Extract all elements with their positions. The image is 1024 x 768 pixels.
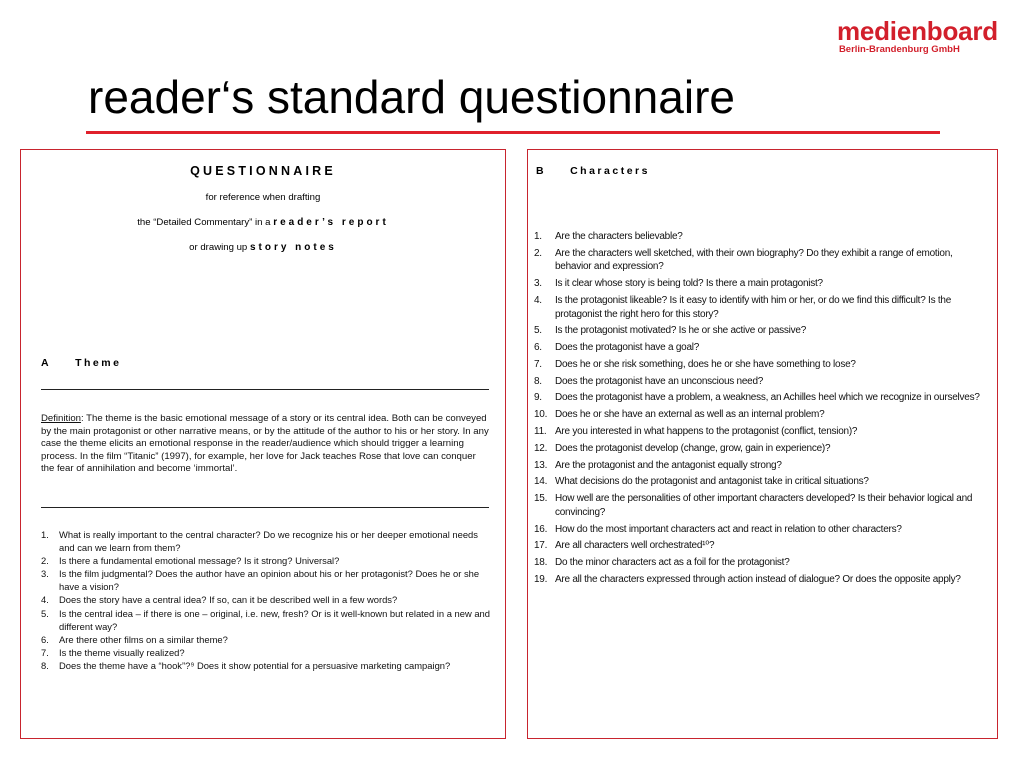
list-item: 2. Is there a fundamental emotional message? Is it strong? Universal?: [41, 555, 340, 567]
section-a-heading: [41, 357, 121, 369]
list-item: 4. Does the story have a central idea? If so, can it be described well in a few words?: [41, 594, 398, 606]
medienboard-logo: [837, 18, 998, 56]
list-item: 4. Is the protagonist likeable? Is it easy to identify with him or her, or do we find this difficult? Is the protagonist the right hero for this story?: [534, 294, 952, 320]
list-item: 3. Is it clear whose story is being told? Is there a main protagonist?: [534, 278, 823, 290]
list-item: 14. What decisions do the protagonist and antagonist take in critical situations?: [534, 476, 869, 488]
section-b-letter: B: [536, 165, 547, 177]
list-item: 7. Is the theme visually realized?: [41, 646, 185, 658]
reference-line: for reference when drafting: [205, 192, 321, 203]
section-a-name: Theme: [75, 357, 122, 369]
commentary-line: [21, 217, 505, 228]
list-item: 12. Does the protagonist develop (change, grow, gain in experience)?: [534, 442, 831, 454]
list-item: 19. Are all the characters expressed through action instead of dialogue? Or does the opposite apply?: [534, 573, 961, 585]
story-notes-prefix: or drawing up: [189, 242, 248, 253]
list-item: 15. How well are the personalities of other important characters developed? Is their behavior logical and convincing?: [534, 493, 973, 518]
theme-questions-list: [41, 528, 491, 672]
theme-definition: [41, 413, 489, 476]
logo-subtitle: Berlin-Brandenburg GmbH: [838, 44, 960, 55]
list-item: 9. Does the protagonist have a problem, a weakness, an Achilles heel which we recognize in ourselves?: [534, 392, 980, 404]
commentary-prefix: the “Detailed Commentary” in a: [137, 217, 271, 228]
character-questions-list: [534, 230, 990, 590]
slide-title: reader‘s standard questionnaire: [88, 71, 735, 123]
questionnaire-page-characters: [527, 149, 998, 739]
list-item: 2. Are the characters well sketched, with their own biography? Do they exhibit a range of emotion, behavior and expression?: [534, 247, 953, 273]
section-b-heading: [536, 165, 650, 177]
title-underline: [86, 131, 940, 134]
list-item: 1. What is really important to the central character? Do we recognize his or her deeper emotional needs and can we learn from them?: [41, 529, 478, 554]
list-item: 6. Are there other films on a similar theme?: [41, 633, 228, 645]
list-item: 7. Does he or she risk something, does he or she have something to lose?: [534, 358, 856, 370]
definition-text: : The theme is the basic emotional message of a story or its central idea. Both can be conveyed by the main protagonist or other narrative means, or by the attitude of the author to his or her story. In any case the theme elicits an emotional response in the reader/audience which should trigger a learning process. In the film “Titanic” (1997), for example, her love for Jack teaches Rose that love can conquer the fear of annihilation and become ‘immortal’.: [41, 413, 489, 475]
questionnaire-page-theme: [20, 149, 506, 739]
list-item: 16. How do the most important characters act and react in relation to other characters?: [534, 523, 902, 535]
list-item: 10. Does he or she have an external as well as an internal problem?: [534, 409, 825, 421]
list-item: 8. Does the theme have a “hook”?⁹ Does it show potential for a persuasive marketing campaign?: [41, 659, 451, 671]
story-notes-line: [21, 242, 505, 253]
definition-label: Definition: [41, 413, 81, 424]
list-item: 11. Are you interested in what happens to the protagonist (conflict, tension)?: [534, 426, 858, 437]
list-item: 18. Do the minor characters act as a foil for the protagonist?: [534, 557, 790, 569]
questionnaire-heading: QUESTIONNAIRE: [190, 164, 336, 178]
list-item: 1. Are the characters believable?: [534, 231, 683, 242]
logo-wordmark: medienboard: [836, 16, 998, 46]
section-a-letter: A: [41, 357, 52, 369]
list-item: 8. Does the protagonist have an unconscious need?: [534, 375, 764, 387]
story-notes-label: story notes: [249, 242, 337, 253]
section-b-name: Characters: [570, 165, 650, 177]
readers-report-label: reader’s report: [273, 217, 389, 228]
list-item: 5. Is the protagonist motivated? Is he or she active or passive?: [534, 325, 807, 337]
list-item: 17. Are all characters well orchestrated¹⁰?: [534, 540, 715, 552]
list-item: 5. Is the central idea – if there is one – original, i.e. new, fresh? Or is it well-known but related in a new and different way?: [41, 607, 490, 632]
list-item: 13. Are the protagonist and the antagonist equally strong?: [534, 459, 782, 471]
divider-top: [41, 389, 489, 390]
list-item: 3. Is the film judgmental? Does the author have an opinion about his or her protagonist? Does he or she have a vision?: [41, 568, 480, 593]
divider-bottom: [41, 507, 489, 508]
list-item: 6. Does the protagonist have a goal?: [534, 342, 700, 354]
